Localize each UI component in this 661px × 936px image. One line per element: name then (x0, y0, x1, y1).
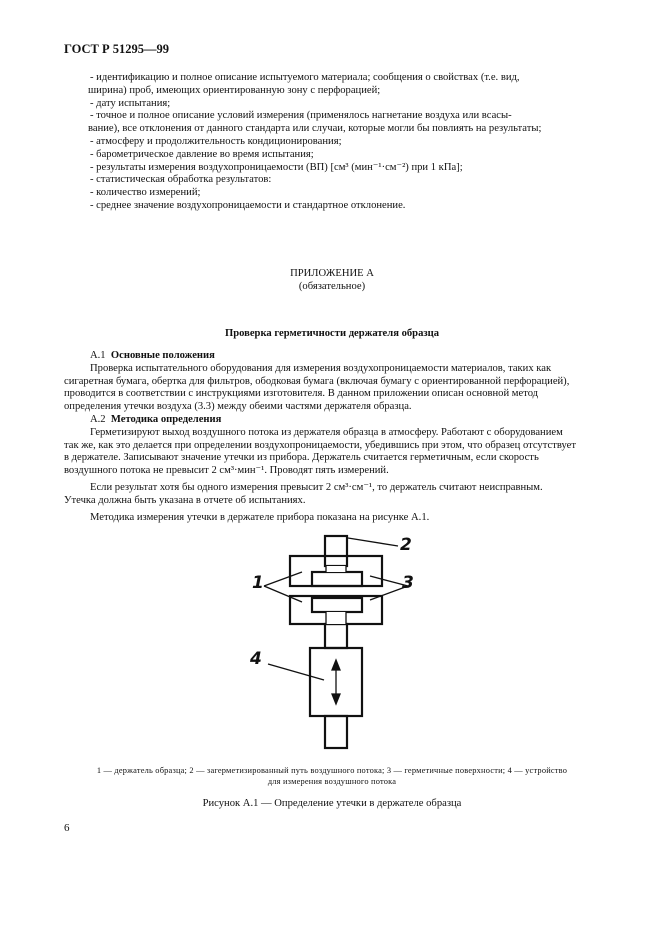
appendix-status: (обязательное) (298, 281, 366, 292)
page-number: 6 (64, 822, 70, 834)
list-item: - точное и полное описание условий измерения (применялось нагнетание воздуха или всасы- (90, 110, 512, 122)
section-number: А.1 (90, 350, 106, 361)
seal-plate-upper (312, 572, 362, 586)
document-code: ГОСТ Р 51295—99 (64, 42, 170, 56)
list-item: - атмосферу и продолжительность кондиционирования; (90, 135, 342, 147)
figure-a1-diagram (240, 528, 420, 756)
section-title: Методика определения (110, 414, 222, 425)
paragraph-line: так же, как это делается при определении воздухопроницаемости, убедившись при этом, что образец отсутствует (64, 439, 576, 451)
list-item: - статистическая обработка результатов: (90, 174, 272, 186)
list-item: вание), все отклонения от данного стандарта или случаи, которые могли бы повлиять на результаты; (88, 123, 542, 135)
seal-plate-lower (312, 598, 362, 612)
figure-legend-line: 1 — держатель образца; 2 — загерметизированный путь воздушного потока; 3 — герметичные поверхности; 4 — устройство (96, 766, 568, 775)
label-2: 2 (400, 535, 412, 555)
label-1: 1 (252, 573, 264, 593)
section-a1 (64, 350, 600, 414)
paragraph-line: Если результат хотя бы одного измерения превысит 2 см³·см⁻¹, то держатель считают неисправным. (90, 481, 543, 493)
list-item: - результаты измерения воздухопроницаемости (ВП) [см³ (мин⁻¹·см⁻²) при 1 кПа]; (90, 161, 463, 173)
paragraph-line: Герметизируют выход воздушного потока из держателя образца в атмосферу. Работают с оборудованием (90, 426, 563, 438)
report-items-list (90, 72, 600, 213)
paragraph-line: Проверка испытательного оборудования для измерения воздухопроницаемости материалов, таких как (90, 362, 552, 374)
list-item: - среднее значение воздухопроницаемости и стандартное отклонение. (90, 199, 406, 211)
paragraph-line: сигаретная бумага, обертка для фильтров, ободковая бумага (включая бумагу с ориентированной перфорацией), (64, 375, 570, 387)
figure-caption: Рисунок А.1 — Определение утечки в держателе образца (202, 798, 462, 809)
rod-middle (325, 624, 347, 648)
list-item: - количество измерений; (90, 187, 201, 199)
paragraph-line: Утечка должна быть указана в отчете об испытаниях. (64, 494, 306, 506)
paragraph-line: проводится в соответствии с инструкциями изготовителя. В данном приложении описан основной метод (64, 388, 539, 400)
paragraph-line: в держателе. Записывают значение утечки из прибора. Держатель считается герметичным, если скорость (64, 452, 539, 464)
rod-bottom (325, 716, 347, 748)
label-4: 4 (250, 649, 262, 669)
list-item: - дату испытания; (90, 97, 171, 109)
section-number: А.2 (90, 414, 106, 425)
figure-legend (64, 766, 600, 787)
figure-legend-line: для измерения воздушного потока (267, 776, 397, 786)
section-title: Основные положения (110, 350, 215, 361)
appendix-heading: Проверка герметичности держателя образца (224, 328, 440, 339)
label-3: 3 (402, 573, 414, 593)
paragraph-line: определения утечки воздуха (3.3) между обеими частями держателя образца. (64, 401, 412, 413)
list-item: - идентификацию и полное описание испытуемого материала; сообщения о свойствах (т.е. вид, (90, 72, 520, 83)
list-item: - барометрическое давление во время испытания; (90, 148, 314, 160)
appendix-title: ПРИЛОЖЕНИЕ А (290, 268, 374, 279)
paragraph-line: Методика измерения утечки в держателе прибора показана на рисунке А.1. (90, 511, 430, 523)
section-a2 (64, 414, 600, 524)
paragraph-line: воздушного потока не превысит 2 см³·мин⁻¹. Проводят пять измерений. (64, 465, 389, 477)
rod-top (325, 536, 347, 566)
list-item: ширина) проб, имеющих ориентированную зону с перфорацией; (88, 84, 381, 96)
